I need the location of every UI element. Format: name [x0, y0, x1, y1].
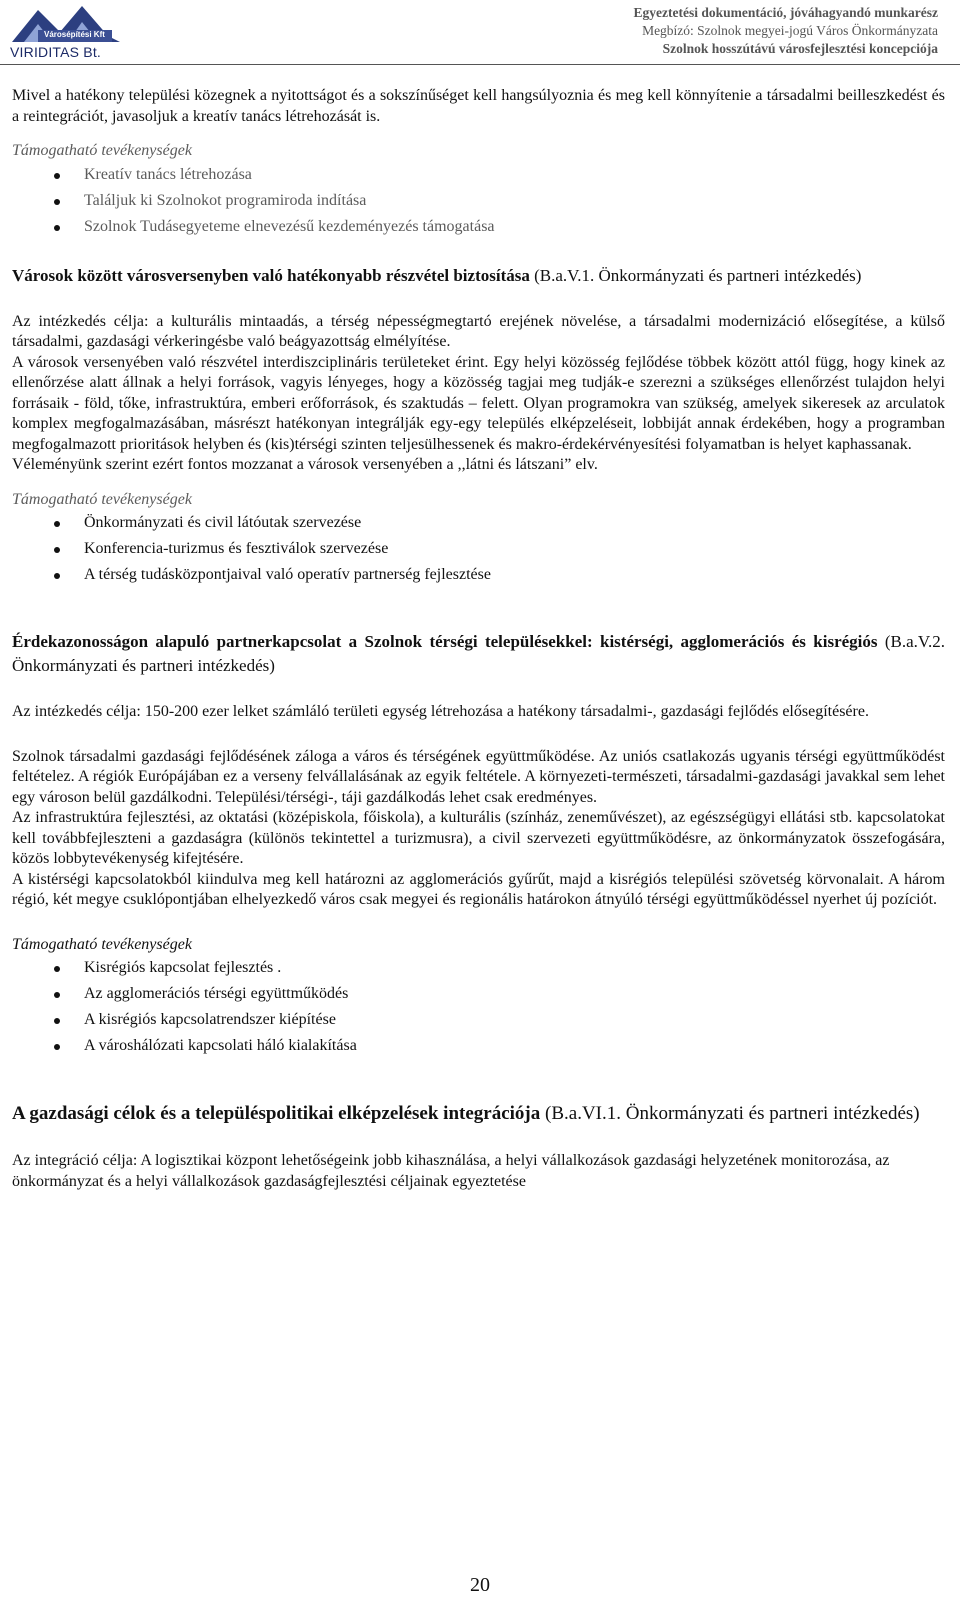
paragraph: Véleményünk szerint ezért fontos mozzanat a városok versenyében a ,,látni és látszani” elv. [12, 456, 598, 473]
header-line-3: Szolnok hosszútávú városfejlesztési koncepciója [662, 41, 938, 56]
paragraph-part: A városok versenyében való részvétel interdiszciplináris területeket érint. [12, 353, 489, 371]
logo-lettering: Városépítési Kft [44, 30, 105, 39]
section-lead: Támogatható tevékenységek [12, 142, 192, 159]
section-heading [12, 264, 945, 288]
paragraph: Mivel a hatékony települési közegnek a nyitottságot és a sokszínűséget kell hangsúlyoznia és meg kell könnyítenie a társadalmi beilleszkedést és a reintegrációt, javasoljuk a kreatív tanács létrehozását is. [12, 87, 945, 125]
section-lead: Támogatható tevékenységek [12, 490, 192, 508]
heading-rest: (B.a.V.1. Önkormányzati és partneri intézkedés) [529, 265, 862, 285]
activity-list [12, 510, 945, 588]
list-item: Az agglomerációs térségi együttműködés [12, 981, 945, 1007]
section-heading [12, 1101, 945, 1127]
paragraph: Az integráció célja: A logisztikai központ lehetőségeink jobb kihasználása, a helyi vállalkozások gazdasági helyzetének monitorozása, az önkormányzat és a helyi vállalkozások gazdaságfejlesztési céljainak egyeztetése [12, 1152, 890, 1190]
list-item: Konferencia-turizmus és fesztiválok szervezése [12, 536, 945, 562]
paragraph: Az infrastruktúra fejlesztési, az oktatási (középiskola, főiskola), a kulturális (színház, zeneművészet), az egészségügyi ellátási stb. kapcsolatokat kell továbbfejleszteni a gazdaságra (különös tekintettel a turizmusra), a civil szervezeti együttműködésre, az önkormányzatok összefogására, közös lobbytevékenység kifejtésére. [12, 809, 945, 867]
list-item: Találjuk ki Szolnokot programiroda indítása [12, 188, 945, 214]
list-item: Kisrégiós kapcsolat fejlesztés . [12, 955, 945, 981]
paragraph-part: Egy helyi közösség fejlődése többek között attól függ, hogy kinek az ellenőrzése alatt állnak a helyi források, vagyis lényeges, hogy a közösség tagjai meg tudják-e szerezni a szükséges ellenőrzést tulajdon helyi forrásaik - föld, tőke, infrastruktúra, emberi erőforrások, és szaktudás – felett. Olyan programokra van szükség, amelyek sikeresek az arculatok komplex megfogalmazásában, másrészt hatékonyan integrálják egy-egy település elképzeléseit, lobbiját annak érdekében, hogy a programban megfogalmazott prioritások helyben és (kis)térségi szinten teljesülhessenek és makro-érdekérvényesítési folyamatban is helyet kaphassanak. [12, 353, 946, 453]
page-header [0, 0, 960, 65]
document-body [12, 86, 945, 1192]
header-info [634, 4, 939, 58]
header-line-2: Megbízó: Szolnok megyei-jogú Város Önkormányzata [642, 23, 938, 38]
heading-rest: (B.a.VI.1. Önkormányzati és partneri intézkedés) [540, 1103, 920, 1124]
heading-bold: Érdekazonosságon alapuló partnerkapcsolat a Szolnok térségi településekkel: kistérségi, agglomerációs és kisrégiós [12, 632, 878, 651]
heading-bold: Városok között városversenyben való hatékonyabb részvétel biztosítása [12, 265, 530, 285]
list-item: A kisrégiós kapcsolatrendszer kiépítése [12, 1007, 945, 1033]
activity-list [12, 162, 945, 240]
paragraph: Az intézkedés célja: 150-200 ezer lelket számláló területi egység létrehozása a hatékony társadalmi-, gazdasági fejlődés elősegítésére. [12, 703, 869, 720]
paragraph: Szolnok társadalmi gazdasági fejlődésének záloga a város és térségének együttműködése. Az uniós csatlakozás ugyanis térségi együttműködést feltételez. A régiók Európájában ez a verseny felvállalásának az egyik feltétele. A környezeti-természeti, társadalmi-gazdasági javakkal sem lehet egy városon belül gazdálkodni. Települési/térségi-, táji gazdálkodás lehet csak eredményes. [12, 747, 945, 806]
header-line-1: Egyeztetési dokumentáció, jóváhagyandó munkarész [633, 5, 938, 20]
list-item: A városhálózati kapcsolati háló kialakítása [12, 1033, 945, 1059]
list-item: Szolnok Tudásegyeteme elnevezésű kezdeményezés támogatása [12, 214, 945, 240]
list-item: Önkormányzati és civil látóutak szervezése [12, 510, 945, 536]
paragraph: A kistérségi kapcsolatokból kiindulva meg kell határozni az agglomerációs gyűrűt, majd a kisrégiós települési szövetség körvonalait. A három régió, két megye csuklópontjában elhelyezkedő város csak megyei és regionális határokon átnyúló térségi együttműködéssel nyerhet új pozíciót. [12, 870, 945, 908]
heading-rest: (B.a.V.2. Önkormányzati és partneri intézkedés) [12, 632, 945, 675]
list-item: Kreatív tanács létrehozása [12, 162, 945, 188]
paragraph [12, 353, 945, 456]
paragraph: Az intézkedés célja: a kulturális mintaadás, a térség népességmegtartó erejének növelése, a társadalmi modernizáció elősegítése, a külső társadalmi, gazdasági vérkeringésbe való beágyazottság elmélyítése. [12, 312, 945, 350]
company-name: VIRIDITAS Bt. [10, 44, 102, 60]
heading-bold: A gazdasági célok és a településpolitikai elképzelések integrációja [12, 1103, 541, 1124]
list-item: A térség tudásközpontjaival való operatív partnerség fejlesztése [12, 562, 945, 588]
page-number: 20 [470, 1574, 490, 1596]
section-lead: Támogatható tevékenységek [12, 935, 192, 953]
section-heading [12, 630, 945, 678]
activity-list [12, 955, 945, 1059]
